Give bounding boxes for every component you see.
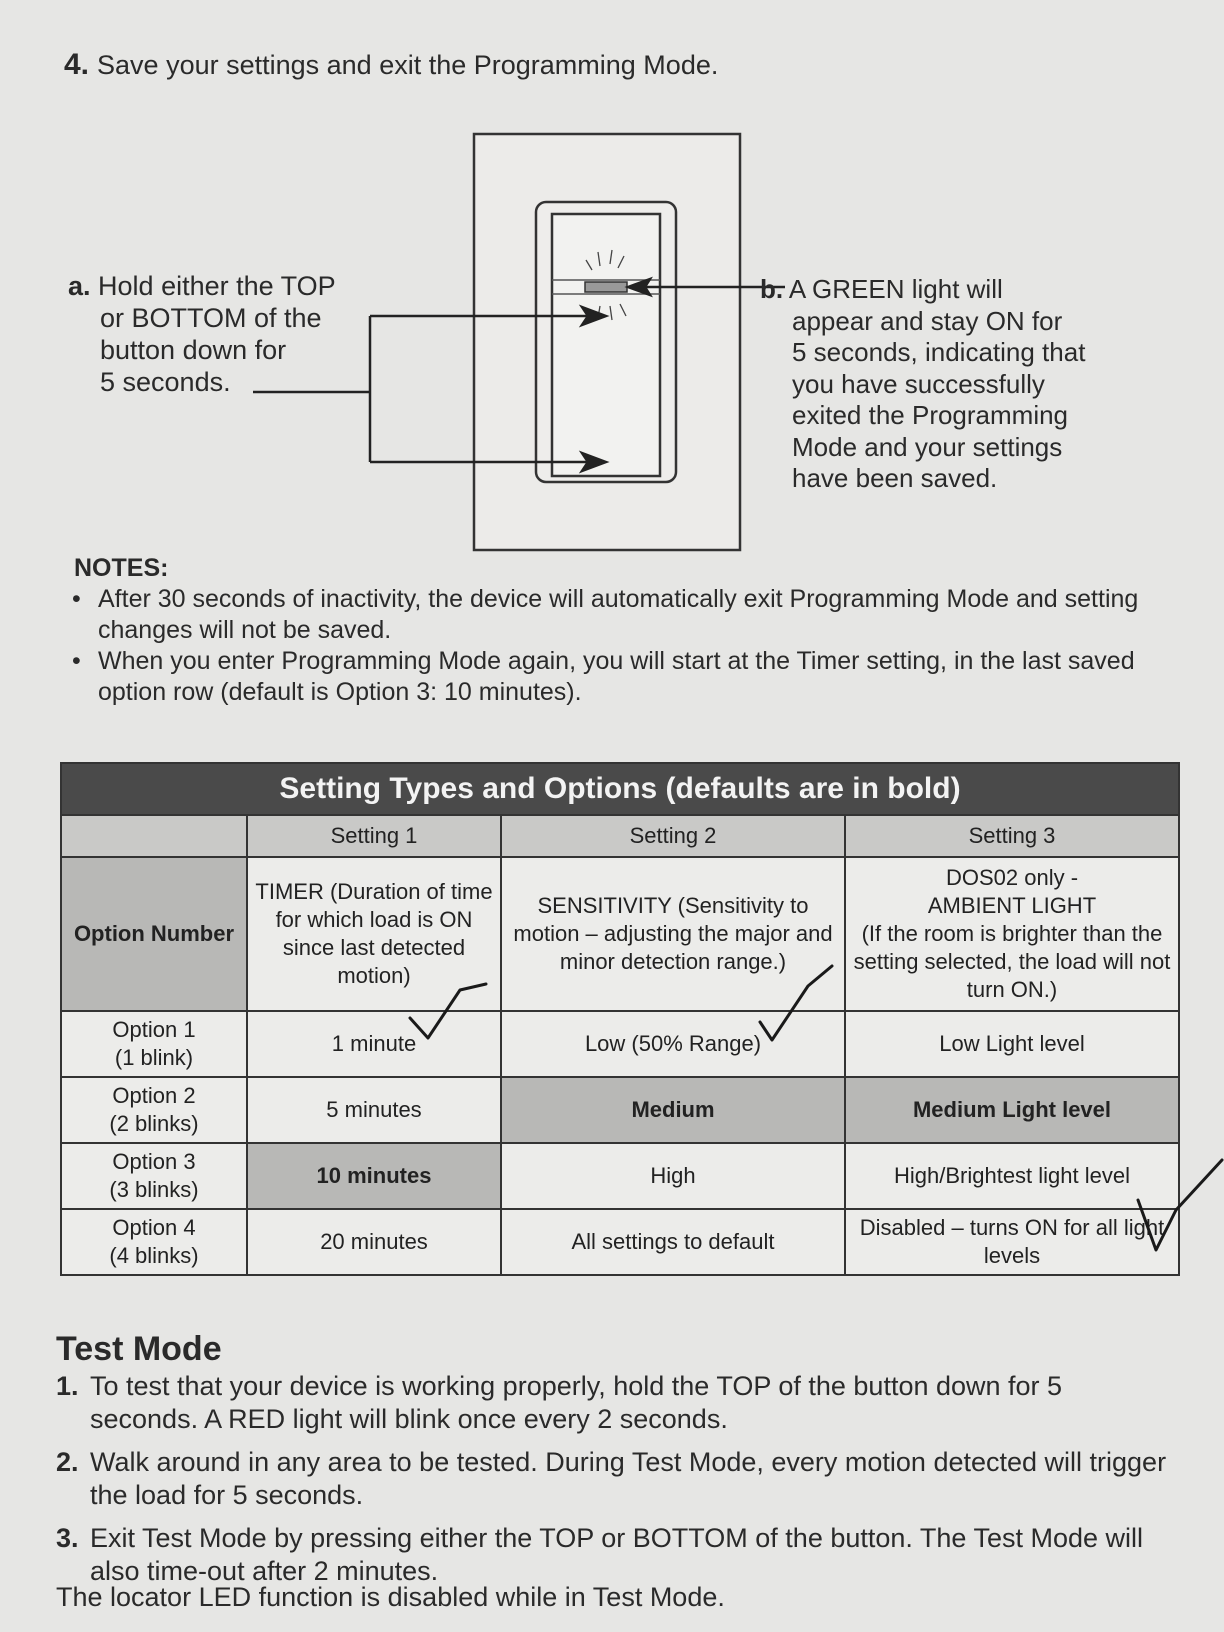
switch-rocker (552, 214, 660, 476)
led-indicator (585, 282, 627, 292)
step-4-heading (64, 48, 718, 82)
blinks-label: (1 blink) (114, 1045, 194, 1070)
header-cell: Setting 3 (845, 815, 1179, 857)
ambient-cell: High/Brightest light level (845, 1143, 1179, 1209)
option-cell (61, 1011, 247, 1077)
test-step (56, 1522, 1176, 1588)
ambient-light-line: DOS02 only - (945, 865, 1079, 890)
blinks-label: (4 blinks) (109, 1243, 199, 1268)
test-step-text: To test that your device is working properly, hold the TOP of the button down for 5 seconds. A RED light will blink once every 2 seconds. (90, 1371, 1063, 1434)
test-mode-footer: The locator LED function is disabled while in Test Mode. (56, 1582, 725, 1612)
ambient-light-line: (If the room is brighter than the setting selected, the load will not turn ON.) (853, 921, 1171, 1002)
test-step-number: 2. (56, 1447, 79, 1477)
callout-b (760, 274, 1122, 495)
step-text: Save your settings and exit the Programming Mode. (97, 50, 719, 80)
settings-table (60, 762, 1180, 1276)
callout-b-line: exited the Programming (792, 400, 1069, 430)
callout-b-line: Mode and your settings (792, 431, 1063, 462)
callout-a-line: Hold either the TOP (98, 271, 336, 301)
timer-cell: 1 minute (247, 1011, 501, 1077)
sensitivity-cell: Medium (501, 1077, 845, 1143)
test-mode-heading: Test Mode (56, 1330, 222, 1368)
timer-description: TIMER (Duration of time for which load is ON since last detected motion) (247, 857, 501, 1011)
callout-a-line: button down for (100, 335, 287, 365)
sensitivity-cell: Low (50% Range) (501, 1011, 845, 1077)
sensitivity-cell: All settings to default (501, 1209, 845, 1275)
sensitivity-description: SENSITIVITY (Sensitivity to motion – adjusting the major and minor detection range.) (501, 857, 845, 1011)
option-cell (61, 1143, 247, 1209)
timer-cell: 20 minutes (247, 1209, 501, 1275)
option-cell (61, 1209, 247, 1275)
table-row (61, 1143, 1179, 1209)
notes-heading: NOTES: (74, 554, 169, 582)
ambient-light-line: AMBIENT LIGHT (927, 893, 1097, 918)
test-step (56, 1446, 1176, 1512)
callout-b-line: 5 seconds, indicating that (792, 337, 1086, 367)
ambient-cell: Low Light level (845, 1011, 1179, 1077)
option-label: Option 2 (112, 1083, 196, 1108)
ambient-cell: Disabled – turns ON for all light levels (845, 1209, 1179, 1275)
test-step-text: Walk around in any area to be tested. During Test Mode, every motion detected will trigger the load for 5 seconds. (90, 1447, 1167, 1510)
note-item: • When you enter Programming Mode again, you will start at the Timer setting, in the last saved option row (default is Option 3: 10 minutes). (72, 646, 1182, 708)
option-label: Option 3 (112, 1149, 196, 1174)
option-cell (61, 1077, 247, 1143)
blinks-label: (3 blinks) (109, 1177, 199, 1202)
callout-b-line: appear and stay ON for (792, 305, 1063, 336)
option-label: Option 1 (112, 1017, 196, 1042)
header-cell: Setting 2 (501, 815, 845, 857)
blinks-label: (2 blinks) (109, 1111, 199, 1136)
callout-a-line: or BOTTOM of the (100, 303, 322, 333)
test-step-number: 3. (56, 1523, 79, 1553)
table-title: Setting Types and Options (defaults are in bold) (61, 763, 1179, 815)
header-cell: Setting 1 (247, 815, 501, 857)
callout-a (68, 270, 368, 398)
callout-a-letter: a. (68, 271, 91, 301)
sensitivity-cell: High (501, 1143, 845, 1209)
step-number: 4. (64, 48, 90, 81)
table-row (61, 1011, 1179, 1077)
ambient-cell: Medium Light level (845, 1077, 1179, 1143)
callout-b-line: A GREEN light will (788, 274, 1003, 304)
callout-a-line: 5 seconds. (100, 367, 231, 397)
timer-cell: 5 minutes (247, 1077, 501, 1143)
test-step-text: Exit Test Mode by pressing either the TOP or BOTTOM of the button. The Test Mode will also time-out after 2 minutes. (90, 1523, 1144, 1586)
header-cell (61, 815, 247, 857)
option-label: Option 4 (112, 1215, 196, 1240)
callout-b-letter: b. (760, 274, 784, 304)
callout-b-line: have been saved. (792, 463, 998, 493)
test-step-number: 1. (56, 1371, 79, 1401)
timer-cell: 10 minutes (247, 1143, 501, 1209)
table-row (61, 1209, 1179, 1275)
option-number-header: Option Number (61, 857, 247, 1011)
test-mode-steps (56, 1370, 1176, 1598)
table-row (61, 1077, 1179, 1143)
ambient-light-description (845, 857, 1179, 1011)
callout-b-line: you have successfully (792, 368, 1045, 399)
note-item: • After 30 seconds of inactivity, the device will automatically exit Programming Mode and setting changes will not be saved. (72, 584, 1182, 646)
notes-list (72, 584, 1182, 708)
test-step (56, 1370, 1176, 1436)
